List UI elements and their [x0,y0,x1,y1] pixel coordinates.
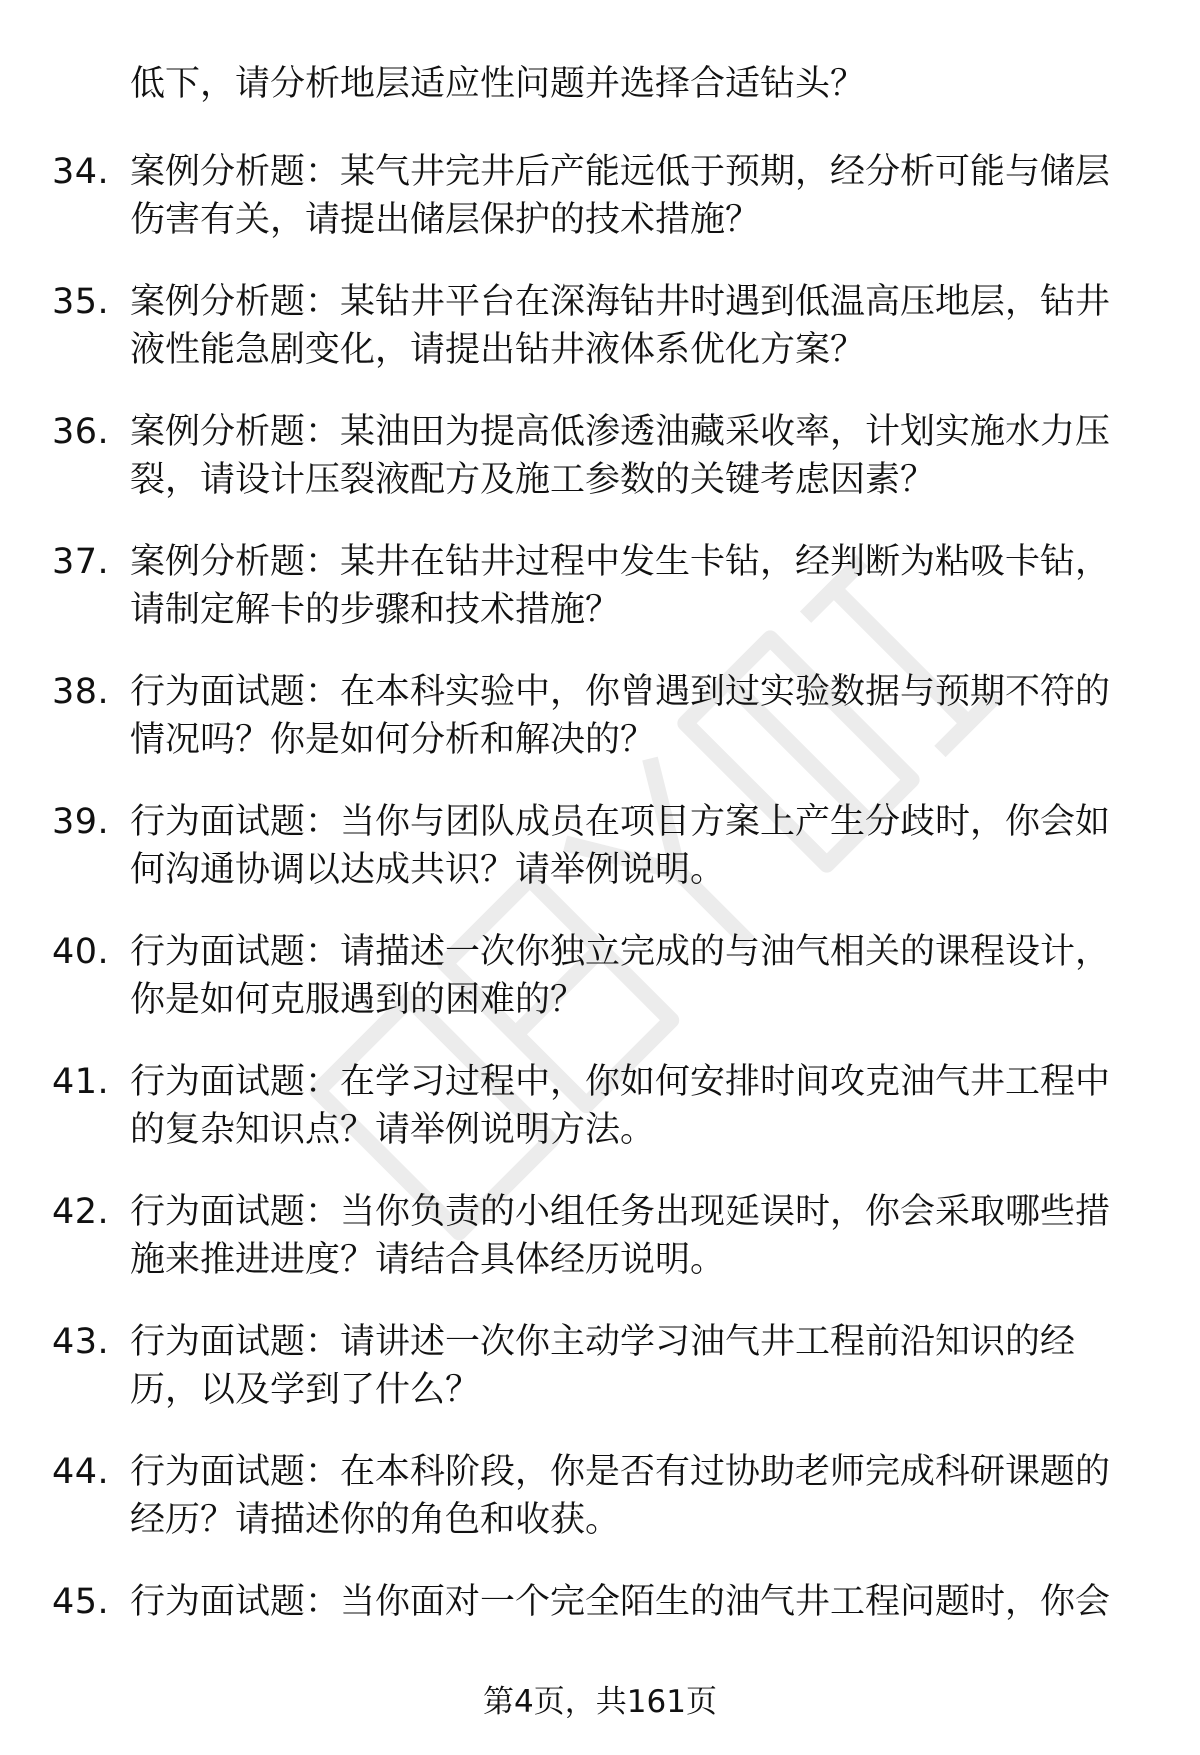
question-item-43 [0,1318,1200,1448]
question-text-line-2: 请制定解卡的步骤和技术措施？ [130,590,621,630]
question-text-line-1: 案例分析题：某井在钻井过程中发生卡钻，经判断为粘吸卡钻， [130,542,1111,582]
question-number: 43. [52,1322,110,1362]
question-item-39 [0,798,1200,928]
question-text-line-1: 行为面试题：当你面对一个完全陌生的油气井工程问题时，你会 [130,1582,1111,1622]
question-text-line-1: 行为面试题：在本科阶段，你是否有过协助老师完成科研课题的 [130,1452,1111,1492]
question-item-40 [0,928,1200,1058]
question-text-line-2: 你是如何克服遇到的困难的？ [130,980,586,1020]
question-number: 35. [52,282,110,322]
question-text-line-1: 行为面试题：请讲述一次你主动学习油气井工程前沿知识的经 [130,1322,1076,1362]
question-item-41 [0,1058,1200,1188]
question-list [0,148,1200,1708]
continuation-text: 低下，请分析地层适应性问题并选择合适钻头？ [130,64,866,104]
question-text-line-2: 的复杂知识点？请举例说明方法。 [130,1110,656,1150]
question-text-line-1: 行为面试题：当你负责的小组任务出现延误时，你会采取哪些措 [130,1192,1111,1232]
question-number: 44. [52,1452,110,1492]
question-text-line-2: 经历？请描述你的角色和收获。 [130,1500,621,1540]
question-number: 34. [52,152,110,192]
question-text-line-2: 伤害有关，请提出储层保护的技术措施？ [130,200,761,240]
question-text-line-1: 行为面试题：在学习过程中，你如何安排时间攻克油气井工程中 [130,1062,1111,1102]
question-number: 42. [52,1192,110,1232]
question-number: 38. [52,672,110,712]
question-text-line-2: 何沟通协调以达成共识？请举例说明。 [130,850,726,890]
question-number: 41. [52,1062,110,1102]
question-item-42 [0,1188,1200,1318]
question-text-line-1: 行为面试题：请描述一次你独立完成的与油气相关的课程设计， [130,932,1111,972]
question-text-line-1: 行为面试题：在本科实验中，你曾遇到过实验数据与预期不符的 [130,672,1111,712]
question-text-line-1: 行为面试题：当你与团队成员在项目方案上产生分歧时，你会如 [130,802,1111,842]
question-item-36 [0,408,1200,538]
question-number: 45. [52,1582,110,1622]
question-text-line-1: 案例分析题：某气井完井后产能远低于预期，经分析可能与储层 [130,152,1111,192]
question-text-line-2: 液性能急剧变化，请提出钻井液体系优化方案？ [130,330,866,370]
question-text-line-1: 案例分析题：某油田为提高低渗透油藏采收率，计划实施水力压 [130,412,1111,452]
question-number: 39. [52,802,110,842]
question-item-37 [0,538,1200,668]
question-item-44 [0,1448,1200,1578]
question-item-38 [0,668,1200,798]
question-item-35 [0,278,1200,408]
question-text-line-1: 案例分析题：某钻井平台在深海钻井时遇到低温高压地层，钻井 [130,282,1111,322]
question-number: 40. [52,932,110,972]
question-number: 36. [52,412,110,452]
page-footer: 第4页，共161页 [483,1684,717,1720]
question-number: 37. [52,542,110,582]
question-text-line-2: 施来推进进度？请结合具体经历说明。 [130,1240,726,1280]
question-item-34 [0,148,1200,278]
question-text-line-2: 历，以及学到了什么？ [130,1370,481,1410]
question-text-line-2: 裂，请设计压裂液配方及施工参数的关键考虑因素？ [130,460,936,500]
question-text-line-2: 情况吗？你是如何分析和解决的？ [130,720,656,760]
